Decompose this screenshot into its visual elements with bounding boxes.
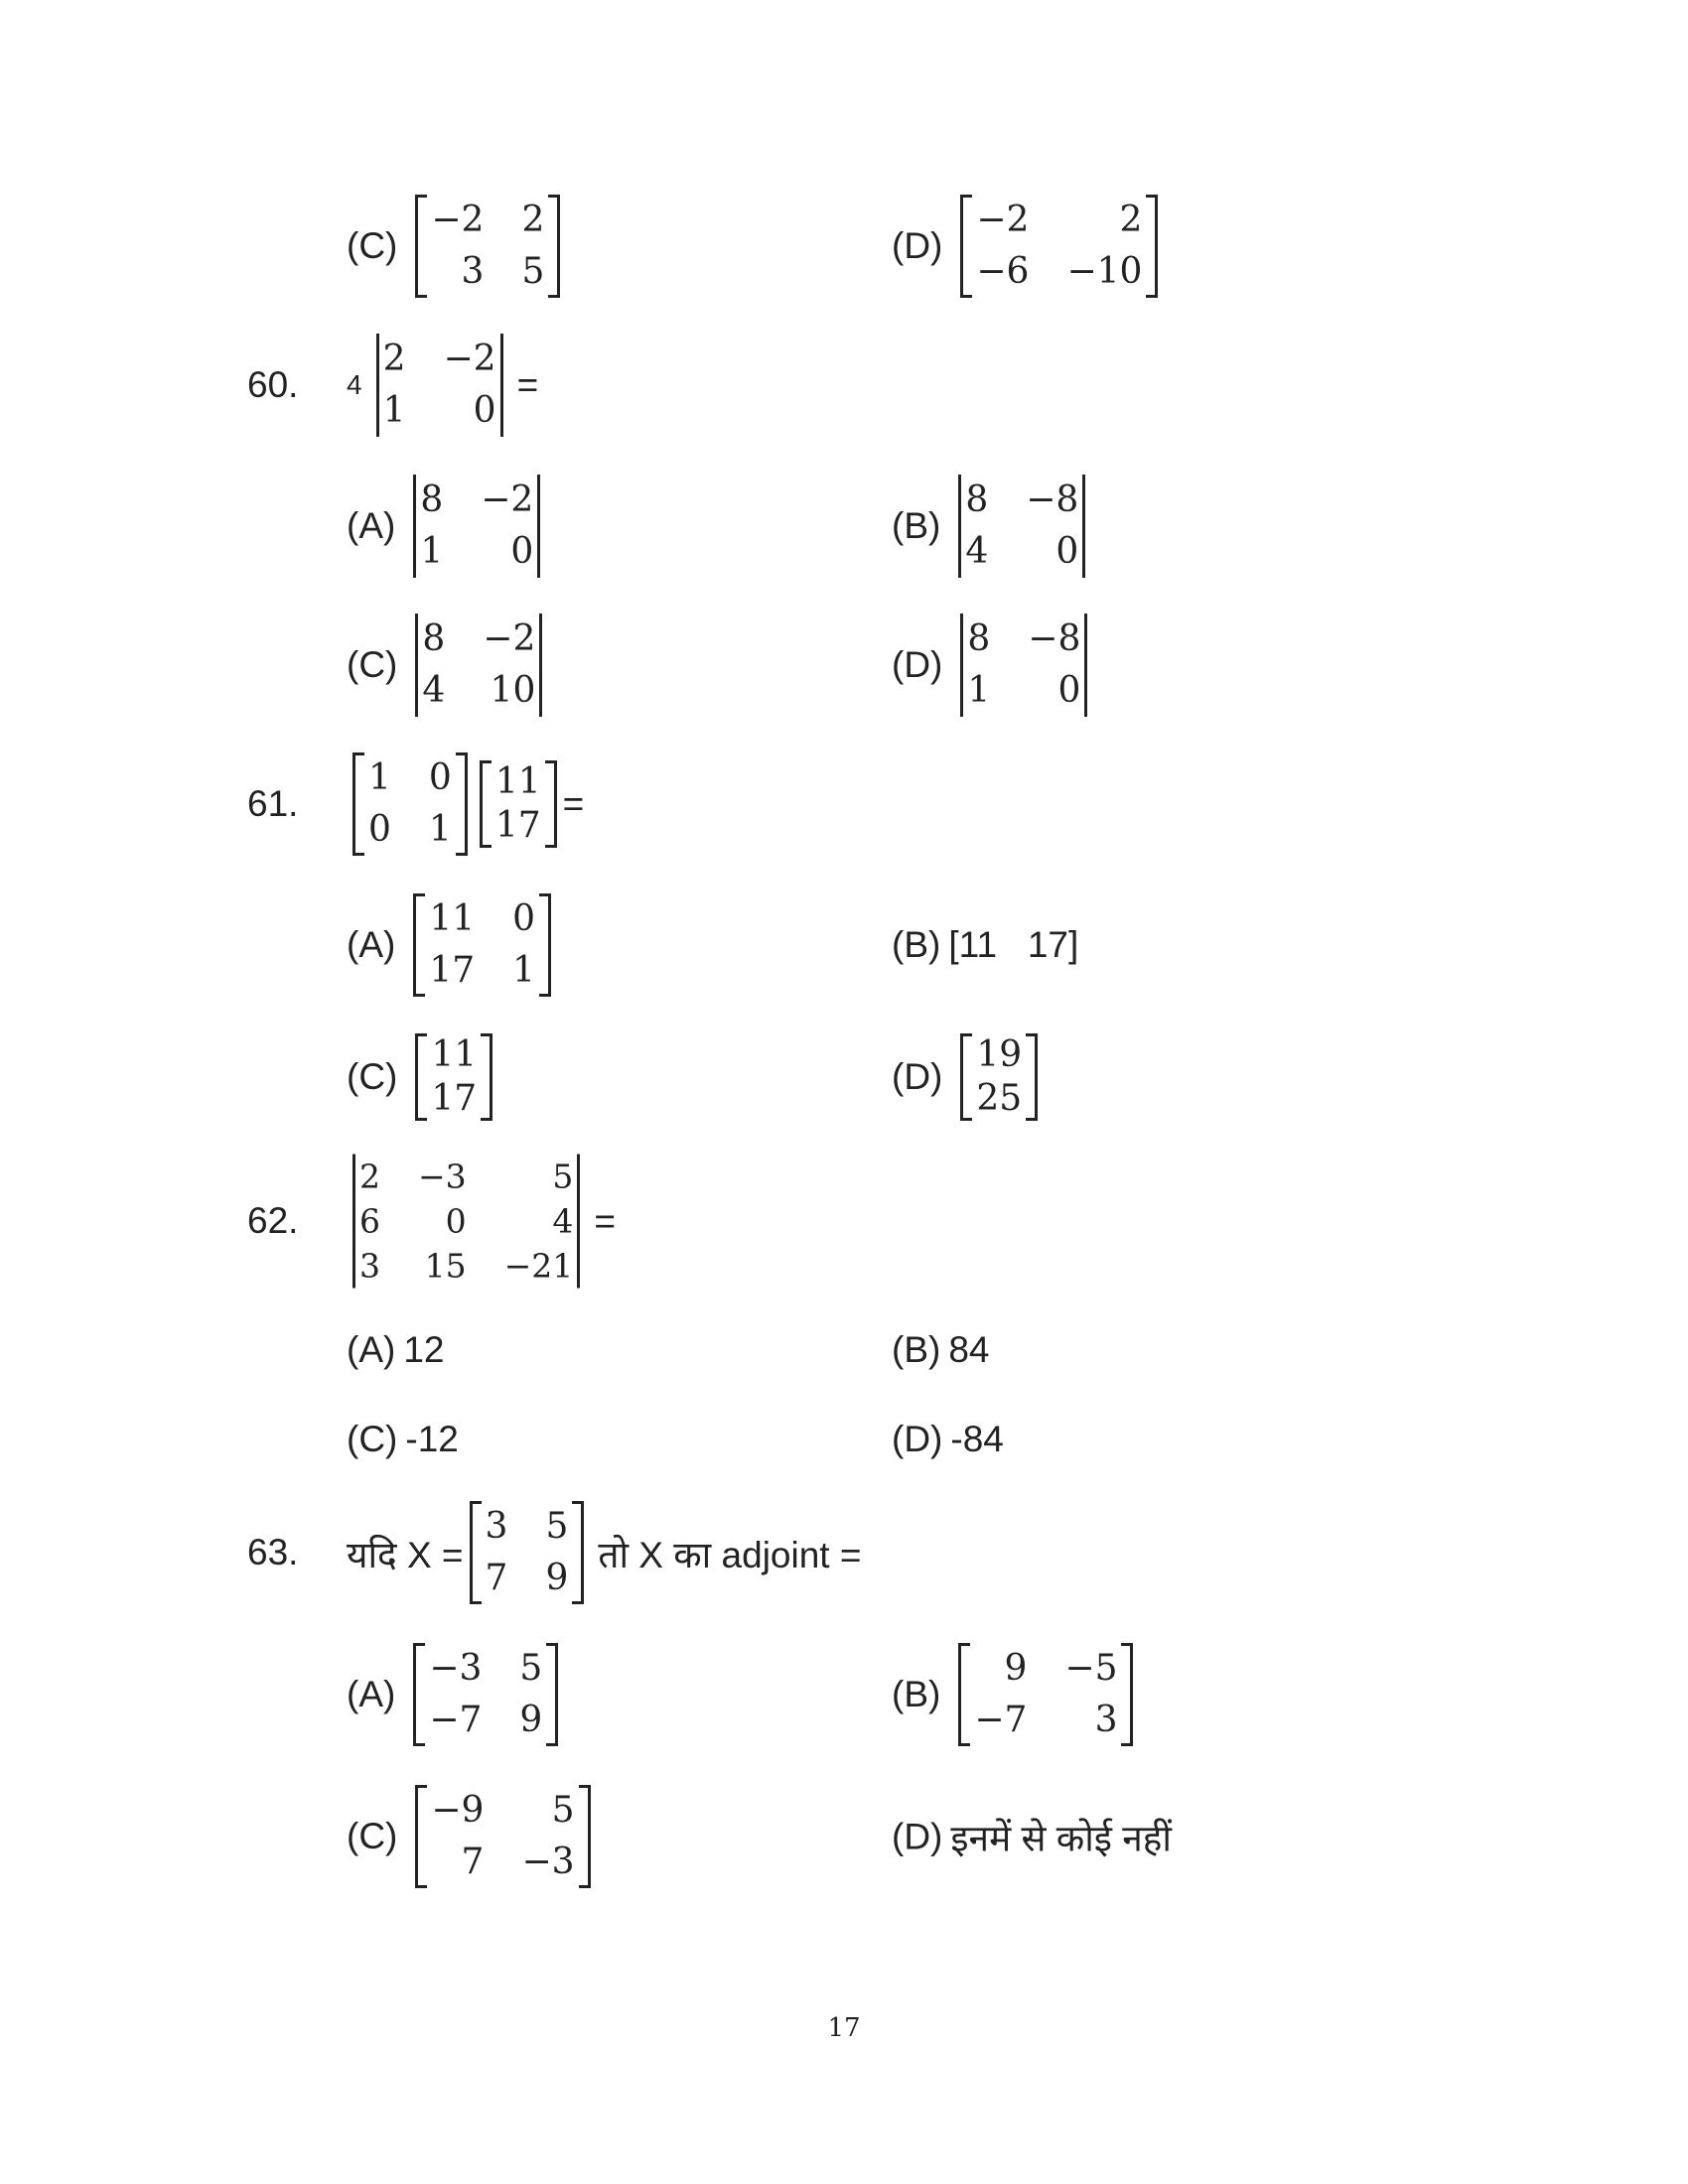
matrix-cell: 17: [429, 950, 476, 991]
matrix-cell: 8: [965, 479, 989, 520]
matrix-cell: 9: [519, 1700, 543, 1740]
matrix-cell: 2: [1119, 200, 1143, 240]
matrix-grid: [427, 1785, 578, 1888]
option-label: (A): [347, 505, 396, 546]
q61-option-c[interactable]: [347, 1033, 498, 1121]
matrix-grid: [970, 1643, 1121, 1746]
column-matrix: [480, 760, 557, 848]
left-bracket: [413, 893, 425, 997]
matrix-cell: 11: [431, 1034, 478, 1075]
equals-sign: =: [594, 1200, 616, 1241]
q63-option-c[interactable]: [347, 1785, 597, 1888]
option-label: (B): [892, 505, 941, 546]
option-matrix: [413, 475, 540, 578]
q61-option-b[interactable]: [892, 924, 1078, 966]
matrix-cell: 25: [976, 1078, 1023, 1119]
matrix-cell: −7: [429, 1700, 483, 1740]
determinant-bar: [539, 614, 542, 717]
matrix-cell: 8: [420, 479, 444, 520]
right-bracket: [456, 752, 468, 856]
matrix-cell: 4: [422, 670, 446, 711]
q61-option-d[interactable]: [892, 1033, 1044, 1121]
option-text: 12: [403, 1329, 445, 1370]
option-text: -84: [950, 1419, 1004, 1459]
option-matrix: [415, 195, 560, 298]
question-matrix: [376, 334, 503, 437]
option-matrix: [960, 1033, 1038, 1121]
option-label: (C): [347, 1816, 398, 1856]
question-number: 62.: [247, 1200, 299, 1241]
matrix-cell: 0: [473, 390, 496, 431]
option-matrix: [415, 1785, 590, 1888]
matrix-cell: 0: [428, 757, 452, 798]
matrix-cell: −3: [521, 1842, 575, 1882]
matrix-cell: 8: [422, 618, 446, 659]
left-bracket: [470, 1501, 482, 1604]
option-text: इनमें से कोई नहीं: [950, 1818, 1172, 1859]
q60-option-d[interactable]: [892, 614, 1093, 717]
matrix-cell: −9: [431, 1790, 485, 1831]
matrix-cell: 4: [552, 1201, 574, 1241]
matrix-cell: −2: [443, 339, 496, 379]
left-bracket: [415, 1033, 427, 1121]
q60-option-c[interactable]: [347, 614, 548, 717]
q62-option-a[interactable]: [347, 1329, 444, 1371]
matrix-cell: −7: [974, 1700, 1028, 1740]
option-matrix: [415, 1033, 492, 1121]
matrix-cell: 0: [512, 898, 536, 939]
matrix-cell: 4: [965, 531, 989, 572]
matrix-cell: 5: [545, 1506, 569, 1547]
option-matrix: [960, 614, 1087, 717]
q63-option-a[interactable]: [347, 1643, 564, 1746]
left-bracket: [415, 195, 427, 298]
matrix-cell: −3: [429, 1648, 483, 1689]
matrix-grid: [961, 475, 1082, 578]
option-matrix: [958, 1643, 1133, 1746]
determinant-bar: [537, 475, 540, 578]
option-matrix: [958, 475, 1085, 578]
left-bracket: [352, 752, 364, 856]
matrix-cell: 19: [976, 1034, 1023, 1075]
matrix-cell: −10: [1066, 251, 1143, 292]
option-label: (B): [892, 1329, 941, 1370]
question-number: 60.: [247, 364, 299, 405]
matrix-cell: 5: [521, 251, 545, 292]
option-label: (D): [892, 1056, 943, 1097]
matrix-cell: 3: [359, 1246, 380, 1286]
matrix-cell: 1: [512, 950, 536, 991]
option-matrix: [413, 893, 551, 997]
identity-matrix: [352, 752, 468, 856]
matrix-cell: 5: [519, 1648, 543, 1689]
matrix-cell: 1: [428, 809, 452, 850]
option-matrix: [415, 614, 542, 717]
matrix-cell: −8: [1028, 618, 1081, 659]
matrix-cell: 1: [420, 531, 444, 572]
matrix-cell: −21: [503, 1246, 574, 1286]
matrix-cell: 0: [510, 531, 534, 572]
left-bracket: [958, 1643, 970, 1746]
matrix-cell: 0: [445, 1201, 467, 1241]
question-number: 63.: [247, 1532, 299, 1572]
left-bracket: [960, 195, 972, 298]
matrix-grid: [418, 614, 539, 717]
determinant-bar: [500, 334, 503, 437]
q63-option-b[interactable]: [892, 1643, 1139, 1746]
matrix-cell: 8: [967, 618, 991, 659]
right-bracket: [545, 760, 557, 848]
right-bracket: [1146, 195, 1158, 298]
left-bracket: [415, 1785, 427, 1888]
option-label: (D): [892, 644, 943, 685]
question-number: 61.: [247, 783, 299, 824]
matrix-cell: −2: [431, 200, 485, 240]
right-bracket: [572, 1501, 584, 1604]
option-label: (B): [892, 1674, 941, 1714]
q59-option-c[interactable]: [347, 195, 566, 298]
q62-option-d[interactable]: [892, 1419, 1004, 1460]
matrix-cell: −2: [481, 479, 534, 520]
q63-option-d[interactable]: [892, 1812, 1172, 1862]
matrix-grid: [379, 334, 500, 437]
matrix-cell: 5: [552, 1157, 574, 1196]
matrix-cell: 0: [1055, 531, 1079, 572]
equals-sign: =: [562, 783, 585, 824]
option-label: (C): [347, 225, 398, 266]
determinant-bar: [577, 1155, 580, 1289]
matrix-cell: 0: [1057, 670, 1081, 711]
option-matrix: [413, 1643, 558, 1746]
q62-option-c[interactable]: [347, 1419, 459, 1460]
right-bracket: [481, 1033, 492, 1121]
stem-suffix: तो X का adjoint =: [598, 1534, 862, 1575]
option-label: (C): [347, 1419, 398, 1459]
matrix-cell: 17: [494, 805, 541, 846]
option-label: (C): [347, 1056, 398, 1097]
stem-prefix: यदि X =: [347, 1534, 464, 1575]
matrix-grid: [427, 195, 548, 298]
q63-stem: [347, 1501, 869, 1604]
matrix-cell: 7: [461, 1842, 485, 1882]
matrix-cell: 1: [368, 757, 391, 798]
matrix-grid: [492, 760, 545, 848]
matrix-grid: [425, 1643, 546, 1746]
matrix-cell: 10: [490, 670, 536, 711]
left-bracket: [480, 760, 492, 848]
option-label: (A): [347, 1329, 396, 1370]
right-bracket: [546, 1643, 558, 1746]
right-bracket: [1121, 1643, 1133, 1746]
matrix-grid: [963, 614, 1084, 717]
option-matrix: [960, 195, 1158, 298]
option-label: (D): [892, 225, 943, 266]
q61-option-a[interactable]: [347, 893, 557, 997]
matrix-grid: [972, 1033, 1026, 1121]
matrix-cell: 11: [429, 898, 476, 939]
matrix-cell: −3: [418, 1157, 467, 1196]
matrix-cell: 7: [485, 1558, 508, 1598]
matrix-cell: 0: [368, 809, 391, 850]
q60-option-a[interactable]: [347, 475, 546, 578]
option-label: (D): [892, 1816, 943, 1856]
left-bracket: [960, 1033, 972, 1121]
scalar-prefix: 4: [347, 369, 362, 400]
matrix-cell: −8: [1026, 479, 1079, 520]
q59-option-d[interactable]: [892, 195, 1164, 298]
q60-stem: [347, 334, 546, 437]
q61-stem: [347, 752, 592, 856]
matrix-cell: −5: [1064, 1648, 1118, 1689]
matrix-cell: 2: [382, 339, 406, 379]
matrix-cell: 15: [424, 1246, 467, 1286]
option-label: (A): [347, 924, 396, 965]
q62-option-b[interactable]: [892, 1329, 989, 1371]
right-bracket: [579, 1785, 591, 1888]
option-text: 84: [948, 1329, 990, 1370]
equals-sign: =: [516, 364, 539, 405]
matrix-cell: 3: [1094, 1700, 1118, 1740]
matrix-grid: [355, 1155, 577, 1289]
matrix-cell: 17: [431, 1078, 478, 1119]
matrix-cell: 3: [461, 251, 485, 292]
matrix-cell: 2: [521, 200, 545, 240]
option-label: (C): [347, 644, 398, 685]
right-bracket: [548, 195, 560, 298]
q62-stem: [347, 1155, 624, 1289]
matrix-cell: 1: [967, 670, 991, 711]
matrix-grid: [416, 475, 537, 578]
page-number: 17: [827, 2013, 861, 2043]
determinant-bar: [1084, 614, 1087, 717]
matrix-grid: [427, 1033, 481, 1121]
determinant-bar: [1082, 475, 1085, 578]
option-label: (B): [892, 924, 941, 965]
matrix-cell: 11: [494, 761, 541, 802]
matrix-grid: [482, 1501, 573, 1604]
option-text: -12: [405, 1419, 459, 1459]
matrix-cell: 9: [545, 1558, 569, 1598]
matrix-cell: −2: [976, 200, 1030, 240]
determinant-3x3: [352, 1155, 580, 1289]
option-label: (A): [347, 1674, 396, 1714]
matrix-grid: [425, 893, 539, 997]
left-bracket: [413, 1643, 425, 1746]
matrix-cell: 6: [359, 1201, 380, 1241]
matrix-cell: 5: [551, 1790, 575, 1831]
matrix-cell: −6: [976, 251, 1030, 292]
q60-option-b[interactable]: [892, 475, 1091, 578]
right-bracket: [539, 893, 551, 997]
right-bracket: [1026, 1033, 1038, 1121]
matrix-grid: [972, 195, 1146, 298]
option-text: [11 17]: [948, 924, 1079, 965]
matrix-cell: 9: [1004, 1648, 1028, 1689]
matrix-cell: 3: [485, 1506, 508, 1547]
matrix-cell: 1: [382, 390, 406, 431]
matrix-cell: −2: [483, 618, 536, 659]
question-matrix: [470, 1501, 585, 1604]
matrix-cell: 2: [359, 1157, 380, 1196]
option-label: (D): [892, 1419, 943, 1459]
matrix-grid: [364, 752, 456, 856]
